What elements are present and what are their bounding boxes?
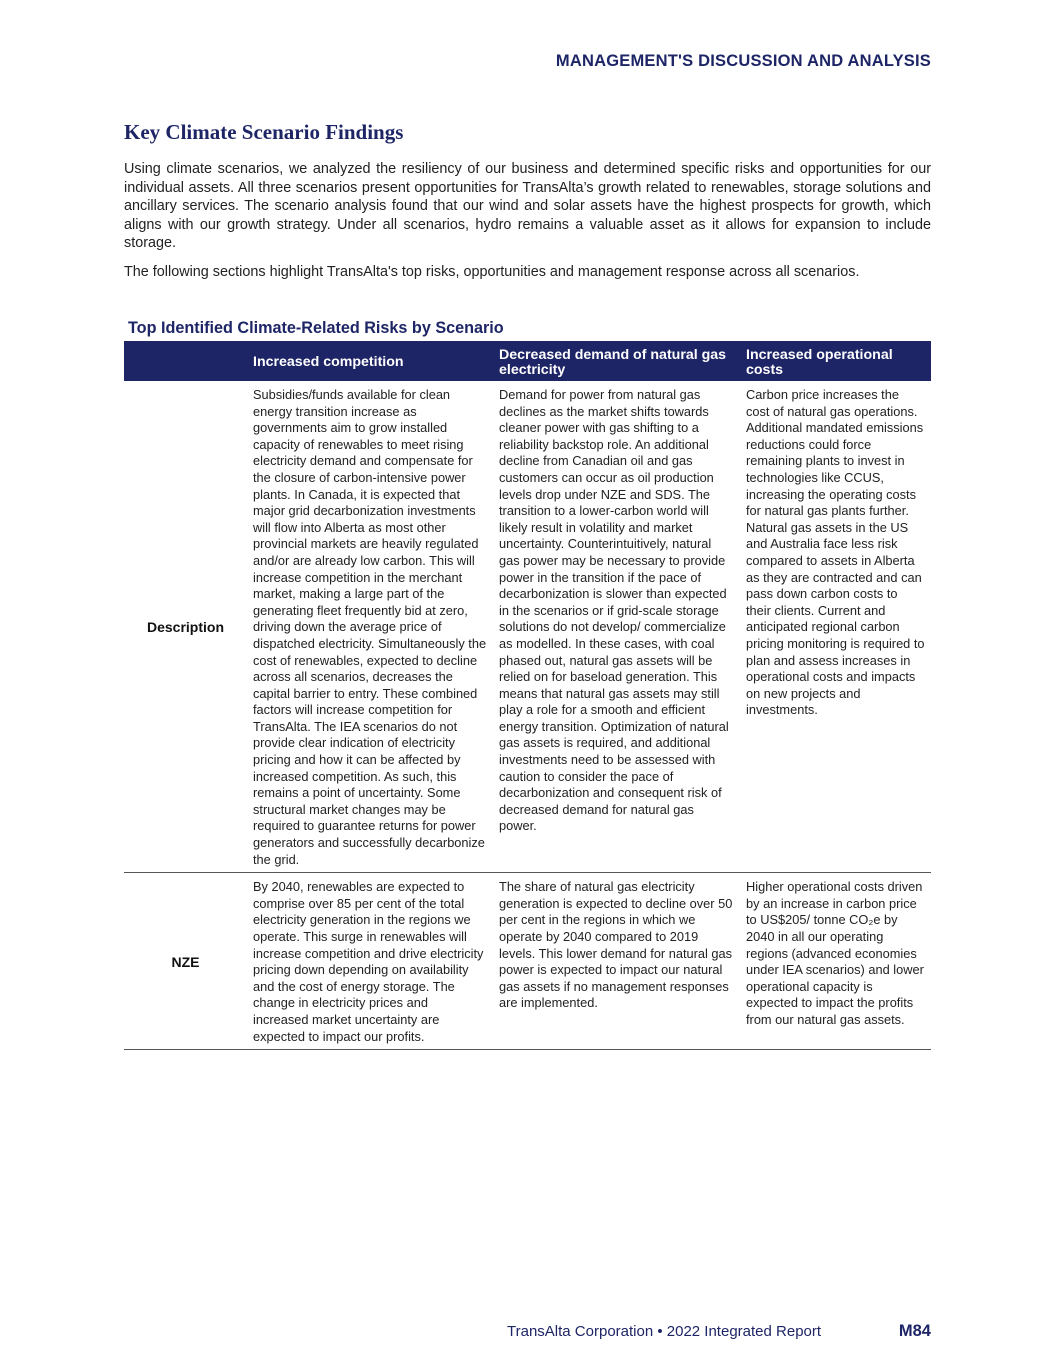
row-label-description: Description: [124, 381, 247, 873]
intro-paragraph: Using climate scenarios, we analyzed the resiliency of our business and determined specific risks and opportunities for our individual assets. All three scenarios present opportunities for TransAlta’s growth related to renewables, storage solutions and ancillary services. The scenario analysis found that our wind and solar assets have the highest prospects for growth, which aligns with our growth strategy. Under all scenarios, hydro remains a valuable asset as it allows for expansion to include storage.: [124, 161, 931, 251]
table-cell: Subsidies/funds available for clean energy transition increase as governments aim to grow installed capacity of renewables to meet rising electricity demand and compensate for the closure of carbon-intensive power plants. In Canada, it is expected that major grid decarbonization investments will flow into Alberta as most other provincial markets are heavily regulated and/or are already low carbon. This will increase competition in the merchant market, making a large part of the generating fleet frequently bid at zero, driving down the average price of dispatched electricity. Simultaneously the cost of renewables, expected to decline across all scenarios, decreases the capital barrier to entry. These combined factors will increase competition for TransAlta. The IEA scenarios do not provide clear indication of electricity pricing and how it can be affected by increased competition. As such, this remains a point of uncertainty. Some structural market changes may be required to guarantee returns for power generators and successfully decarbonize the grid.: [247, 381, 493, 873]
sections-paragraph: The following sections highlight TransAlta's top risks, opportunities and management response across all scenarios.: [124, 264, 860, 280]
table-cell: Carbon price increases the cost of natural gas operations. Additional mandated emissions reductions could force remaining plants to invest in technologies like CCUS, increasing the operating costs for natural gas plants further. Natural gas assets in the US and Australia face less risk compared to assets in Alberta as they are contracted and can pass down carbon costs to their clients. Current and anticipated regional carbon pricing monitoring is required to plan and assess increases in operational costs and impacts on new projects and investments.: [740, 381, 931, 873]
table-cell: Demand for power from natural gas declines as the market shifts towards cleaner power with gas shifting to a reliability backstop role. An additional decline from Canadian oil and gas customers can occur as oil production levels drop under NZE and SDS. The transition to a lower-carbon world will likely result in volatility and market uncertainty. Counterintuitively, natural gas power may be necessary to provide power in the transition if the pace of decarbonization is slower than expected in the scenarios or if grid-scale storage solutions do not develop/ commercialize as modelled. In these cases, with coal phased out, natural gas assets will be relied on for baseload generation. This means that natural gas assets may still play a role for a smooth and efficient energy transition. Optimization of natural gas assets is required, and additional investments need to be assessed with caution to consider the pace of decarbonization and consequent risk of decreased demand for natural gas power.: [493, 381, 740, 873]
page-number: M84: [898, 1322, 931, 1340]
table-cell: The share of natural gas electricity generation is expected to decline over 50 per cent in the regions in which we operate by 2040 compared to 2019 levels. This lower demand for natural gas power is expected to impact our natural gas assets if no management responses are implemented.: [493, 873, 740, 1050]
table-row: [124, 873, 931, 1050]
column-header-decreased-demand: Decreased demand of natural gas electricity: [493, 341, 740, 381]
table-header-row: [124, 341, 931, 381]
table-cell: Higher operational costs driven by an increase in carbon price to US$205/ tonne CO₂e by 2040 in all our operating regions (advanced economies under IEA scenarios) and lower operational capacity is expected to impact the profits from our natural gas assets.: [740, 873, 931, 1050]
page-footer: [507, 1322, 931, 1341]
table-row: [124, 381, 931, 873]
row-label-nze: NZE: [124, 873, 247, 1050]
table-title: Top Identified Climate-Related Risks by Scenario: [128, 319, 504, 337]
table-cell: By 2040, renewables are expected to comprise over 85 per cent of the total electricity generation in the regions we operate. This surge in renewables will increase competition and drive electricity pricing down depending on availability and the cost of energy storage. The change in electricity prices and increased market uncertainty are expected to impact our profits.: [247, 873, 493, 1050]
footer-report-title: TransAlta Corporation • 2022 Integrated Report: [507, 1323, 822, 1340]
section-title: Key Climate Scenario Findings: [124, 120, 404, 144]
risks-table: [124, 341, 931, 1050]
column-header-increased-competition: Increased competition: [247, 341, 493, 381]
column-header-empty: [124, 341, 247, 381]
page-header: MANAGEMENT'S DISCUSSION AND ANALYSIS: [555, 52, 931, 70]
column-header-increased-operational-costs: Increased operational costs: [740, 341, 931, 381]
